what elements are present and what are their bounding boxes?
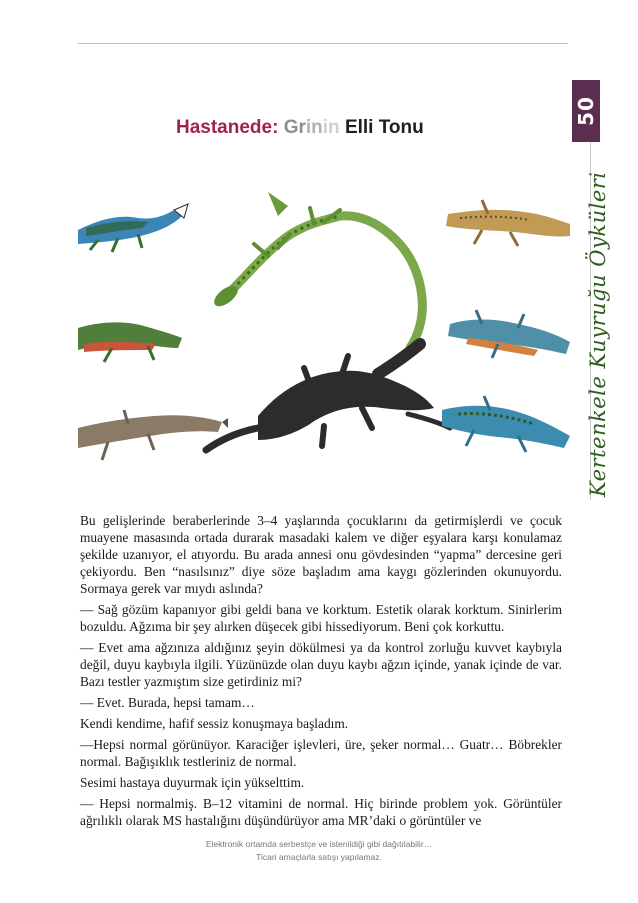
paragraph: — Hepsi normalmiş. B–12 vitamini de normal. Hiç birinde problem yok. Görüntüler ağrılıklı olarak MS hastalığını düşündürüyor ama MR’daki o görüntüler ve bbox=[80, 796, 562, 828]
chapter-title-prefix: Hastanede: bbox=[176, 117, 279, 138]
series-title-text: Kertenkele Kuyruğu Öyküleri bbox=[586, 171, 610, 497]
body-text bbox=[80, 512, 562, 833]
paragraph: — Evet. Burada, hepsi tamam… bbox=[80, 695, 255, 710]
lizard-red-belly-left bbox=[78, 322, 182, 362]
chapter-title-grey-1: Gr bbox=[283, 117, 306, 138]
lizard-blue-orange-right bbox=[448, 310, 570, 358]
paragraph: Bu gelişlerinde beraberlerinde 3–4 yaşlarında çocuklarını da getirmişlerdi ve çocuk muayene masasında ortada durarak masadaki kalem ve diğer eşyalara karşı konulamaz şekilde uzanıyor, el atıyordu. Bu arada annesi onu gövdesinden “yapma” dercesine geri çekiyordu. Ben “nasılsınız” diye söze başladım ama kaygı gözlerinden okunuyordu. Sormaya gerek var mıydı aslında? bbox=[80, 513, 562, 596]
footer bbox=[0, 838, 638, 864]
lizard-blue-bottom-right bbox=[442, 396, 570, 452]
paragraph: Kendi kendime, hafif sessiz konuşmaya başladım. bbox=[80, 716, 349, 731]
footer-line-1: Elektronik ortamda serbestçe ve istenildiği gibi dağıtılabilir… bbox=[205, 839, 433, 849]
paragraph: — Evet ama ağzınıza aldığınız şeyin dökülmesi ya da kontrol zorluğu kuvvet kaybıyla değil, duyu kaybıyla ilgili. Yüzünüzde olan duyu kaybı ağzın içinde, yanak içinde de var. Bazı testler yazmıştım size getirdiniz mi? bbox=[80, 640, 562, 689]
lizard-green-center bbox=[211, 192, 423, 348]
paragraph: — Sağ gözüm kapanıyor gibi geldi bana ve korktum. Estetik olarak korktum. Sinirlerim bozuldu. Ağzıma bir şey alırken düşecek gibi hissediyorum. Beni çok korkuttu. bbox=[80, 602, 562, 634]
page-number bbox=[572, 80, 600, 142]
page-number-text: 50 bbox=[574, 96, 598, 126]
lizard-blue-top-left bbox=[78, 204, 188, 252]
chapter-title-rest: Elli Tonu bbox=[339, 117, 424, 138]
paragraph: —Hepsi normal görünüyor. Karaciğer işlevleri, üre, şeker normal… Guatr… Böbrekler normal. Bağışıklık testleriniz de normal. bbox=[80, 737, 562, 769]
lizard-orange-top-right bbox=[446, 200, 570, 246]
lizard-black-center bbox=[206, 344, 450, 450]
top-divider bbox=[78, 43, 568, 44]
chapter-title bbox=[176, 117, 424, 139]
chapter-title-grey-2: in bbox=[305, 117, 323, 138]
lizards-photo-collage bbox=[78, 178, 570, 500]
chapter-title-grey-3: in bbox=[322, 117, 340, 138]
footer-line-2: Ticari amaçlarla satışı yapılamaz. bbox=[256, 852, 382, 862]
paragraph: Sesimi hastaya duyurmak için yükselttim. bbox=[80, 775, 305, 790]
